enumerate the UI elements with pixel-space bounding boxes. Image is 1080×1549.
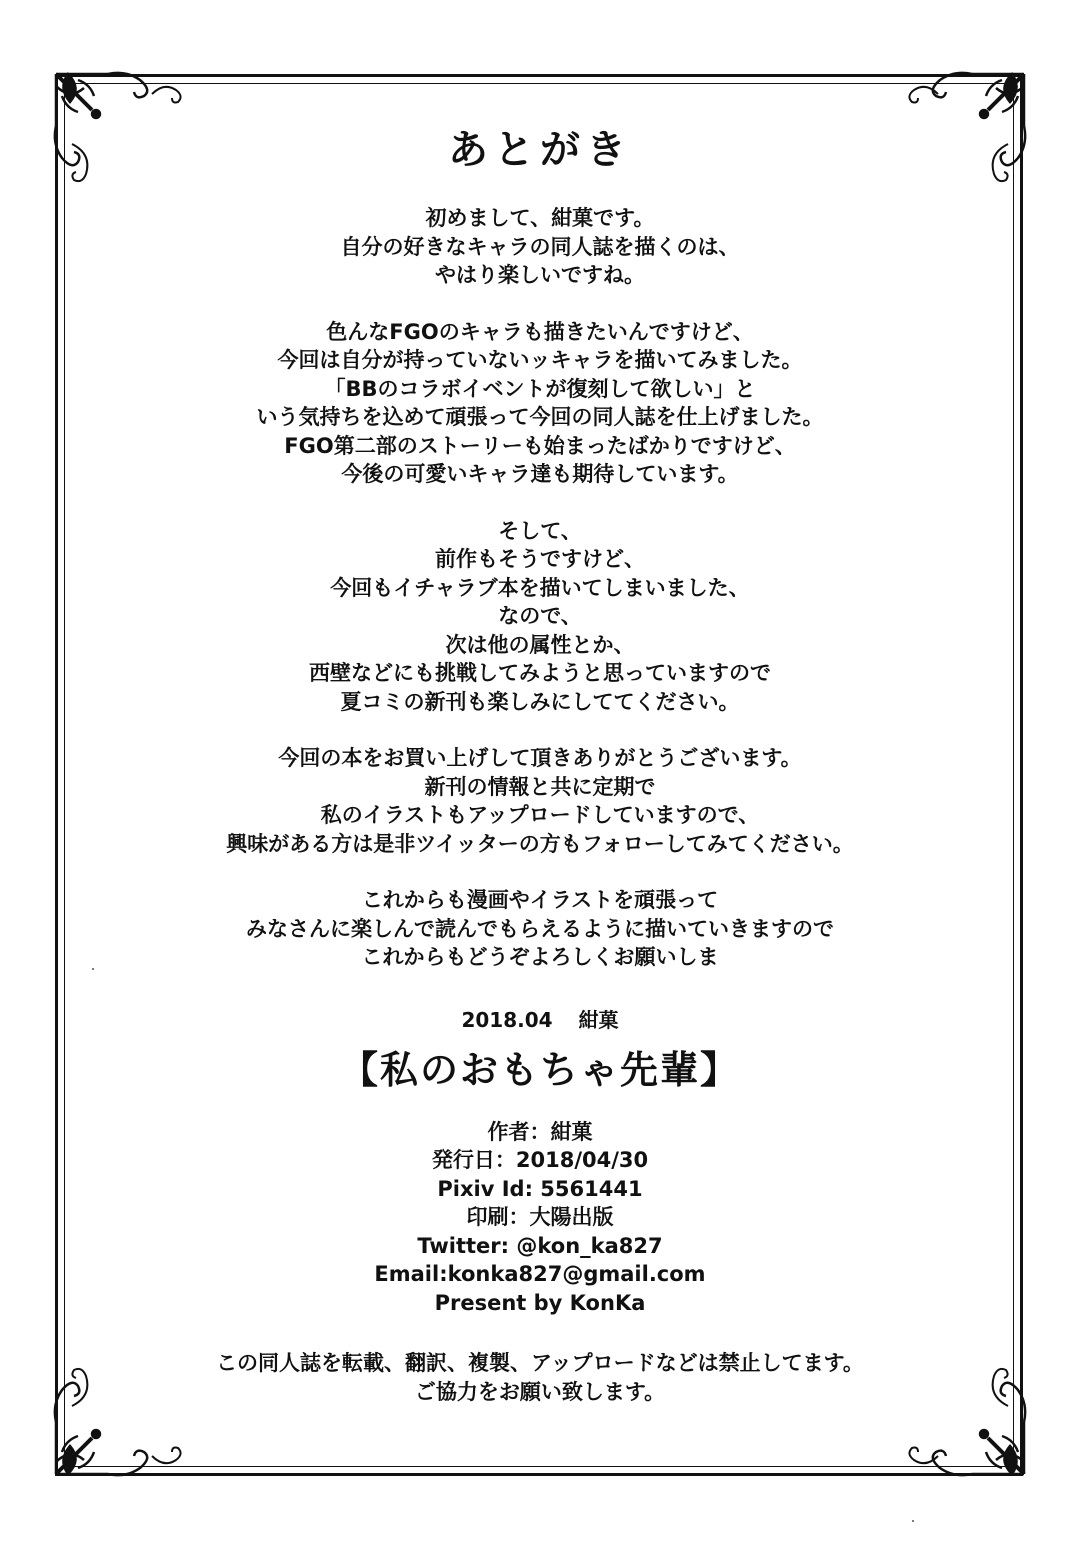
author-signature: 紺菓 — [578, 1007, 619, 1032]
book-title: 【私のおもちゃ先輩】 — [339, 1047, 740, 1092]
colophon-author: 作者：紺菓 — [487, 1119, 593, 1144]
text-line: これからもどうぞよろしくお願いしま — [361, 945, 719, 969]
spiral-curl-icon — [150, 80, 190, 110]
colophon-email: Email:konka827@gmail.com — [374, 1262, 706, 1286]
scan-speck — [912, 1520, 914, 1522]
spiral-curl-icon — [66, 1350, 106, 1410]
text-line: これからも漫画やイラストを頑張って — [361, 888, 719, 912]
notice-line: ご協力をお願い致します。 — [414, 1380, 666, 1404]
colophon-twitter: Twitter: @kon_ka827 — [417, 1233, 663, 1258]
text-line: そして、 — [498, 518, 582, 543]
paragraph-next-work — [120, 517, 960, 717]
colophon-pixiv-id: Pixiv Id: 5561441 — [437, 1176, 643, 1201]
text-line: 夏コミの新刊も楽しみにしててください。 — [340, 689, 740, 714]
colophon-printer: 印刷：大陽出版 — [466, 1205, 614, 1229]
page-title: あとがき — [448, 127, 632, 173]
text-line: 「BBのコラボイベントが復刻して欲しい」と — [324, 376, 756, 401]
text-line: なので、 — [498, 604, 582, 628]
notice-line: この同人誌を転載、翻訳、複製、アップロードなどは禁止してます。 — [216, 1351, 864, 1375]
text-line: 今回もイチャラブ本を描いてしまいました、 — [330, 575, 750, 600]
text-line: 前作もそうですけど、 — [435, 547, 645, 571]
paragraph-greeting — [120, 204, 960, 290]
date: 2018.04 — [461, 1007, 553, 1032]
text-line: いう気持ちを込めて頑張って今回の同人誌を仕上げました。 — [256, 405, 824, 429]
afterword-content — [120, 120, 960, 1407]
paragraph-thanks — [120, 744, 960, 858]
scan-speck — [92, 968, 94, 970]
text-line: 色んなFGOのキャラも描きたいんですけど、 — [326, 319, 754, 344]
text-line: 私のイラストもアップロードしていますので、 — [320, 803, 760, 827]
text-line: 今回の本をお買い上げして頂きありがとうございます。 — [278, 746, 802, 770]
colophon-credit: Present by KonKa — [434, 1290, 646, 1315]
text-line: 自分の好きなキャラの同人誌を描くのは、 — [340, 234, 740, 259]
text-line: みなさんに楽しんで読んでもらえるように描いていきますので — [246, 916, 834, 941]
paragraph-closing — [120, 886, 960, 972]
text-line: 初めまして、紺菓です。 — [425, 206, 655, 230]
spiral-curl-icon — [66, 140, 106, 200]
spiral-curl-icon — [900, 1440, 940, 1470]
text-line: FGO第二部のストーリーも始まったばかりですけど、 — [284, 433, 796, 458]
spiral-curl-icon — [900, 80, 940, 110]
colophon-release-date: 発行日：2018/04/30 — [431, 1148, 649, 1172]
text-line: 今回は自分が持っていないッキャラを描いてみました。 — [277, 348, 803, 372]
text-line: 西壁などにも挑戦してみようと思っていますので — [309, 661, 771, 685]
spiral-curl-icon — [974, 140, 1014, 200]
text-line: やはり楽しいですね。 — [435, 263, 645, 287]
text-line: 興味がある方は是非ツイッターの方もフォローしてみてください。 — [226, 831, 854, 856]
text-line: 今後の可愛いキャラ達も期待しています。 — [341, 462, 739, 486]
text-line: 新刊の情報と共に定期で — [424, 774, 656, 799]
spiral-curl-icon — [150, 1440, 190, 1470]
text-line: 次は他の属性とか、 — [445, 632, 635, 657]
copyright-notice — [120, 1349, 960, 1407]
paragraph-fgo — [120, 318, 960, 489]
colophon — [120, 1118, 960, 1318]
signature-line — [120, 1006, 960, 1034]
spiral-curl-icon — [974, 1350, 1014, 1410]
